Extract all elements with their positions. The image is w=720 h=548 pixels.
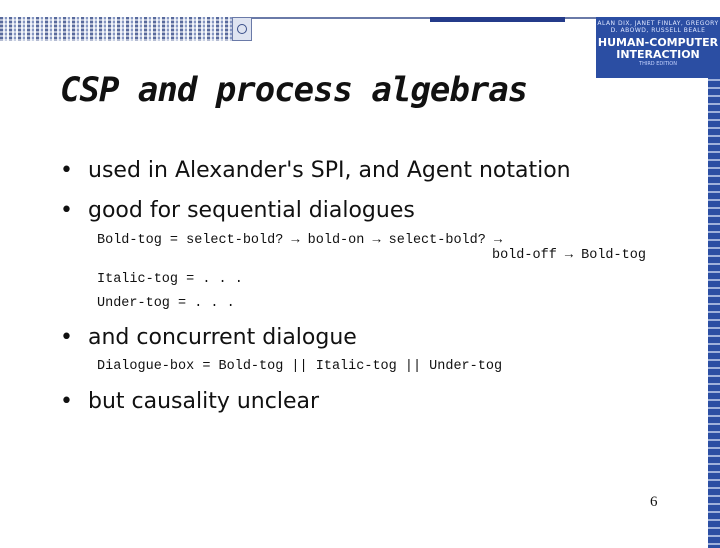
bullet-dot: • — [60, 158, 73, 183]
bullet-dot: • — [60, 389, 73, 414]
bullet-dot: • — [60, 198, 73, 223]
book-title-line1: HUMAN-COMPUTER — [597, 36, 719, 49]
page-number: 6 — [650, 494, 658, 510]
code-bold-tog-line1: Bold-tog = select-bold? → bold-on → select-bold? → — [97, 233, 503, 248]
code-bold-tog-line2: bold-off → Bold-tog — [492, 248, 646, 263]
circle-icon — [237, 24, 247, 34]
book-edition: THIRD EDITION — [639, 61, 677, 67]
book-title-line2: INTERACTION — [616, 48, 700, 61]
nav-button[interactable] — [232, 17, 252, 41]
bullet-dot: • — [60, 325, 73, 350]
bullet-item — [60, 198, 415, 223]
bullet-text: but causality unclear — [88, 389, 320, 414]
code-under-tog: Under-tog = . . . — [97, 296, 235, 311]
bullet-item — [60, 325, 357, 350]
code-dialogue-box: Dialogue-box = Bold-tog || Italic-tog || Under-tog — [97, 359, 503, 374]
slide-title: CSP and process algebras — [60, 70, 528, 110]
code-italic-tog: Italic-tog = . . . — [97, 272, 243, 287]
book-cover-logo — [596, 17, 720, 78]
right-side-pattern-bar — [708, 78, 720, 548]
bullet-text: and concurrent dialogue — [88, 325, 357, 350]
bullet-text: used in Alexander's SPI, and Agent notation — [88, 158, 571, 183]
book-authors: ALAN DIX, JANET FINLAY, GREGORY D. ABOWD, RUSSELL BEALE — [597, 20, 719, 34]
top-accent-bar — [430, 17, 565, 22]
header-pattern-overlay — [0, 17, 252, 41]
bullet-item — [60, 158, 571, 183]
bullet-text: good for sequential dialogues — [88, 198, 415, 223]
bullet-item — [60, 389, 319, 414]
